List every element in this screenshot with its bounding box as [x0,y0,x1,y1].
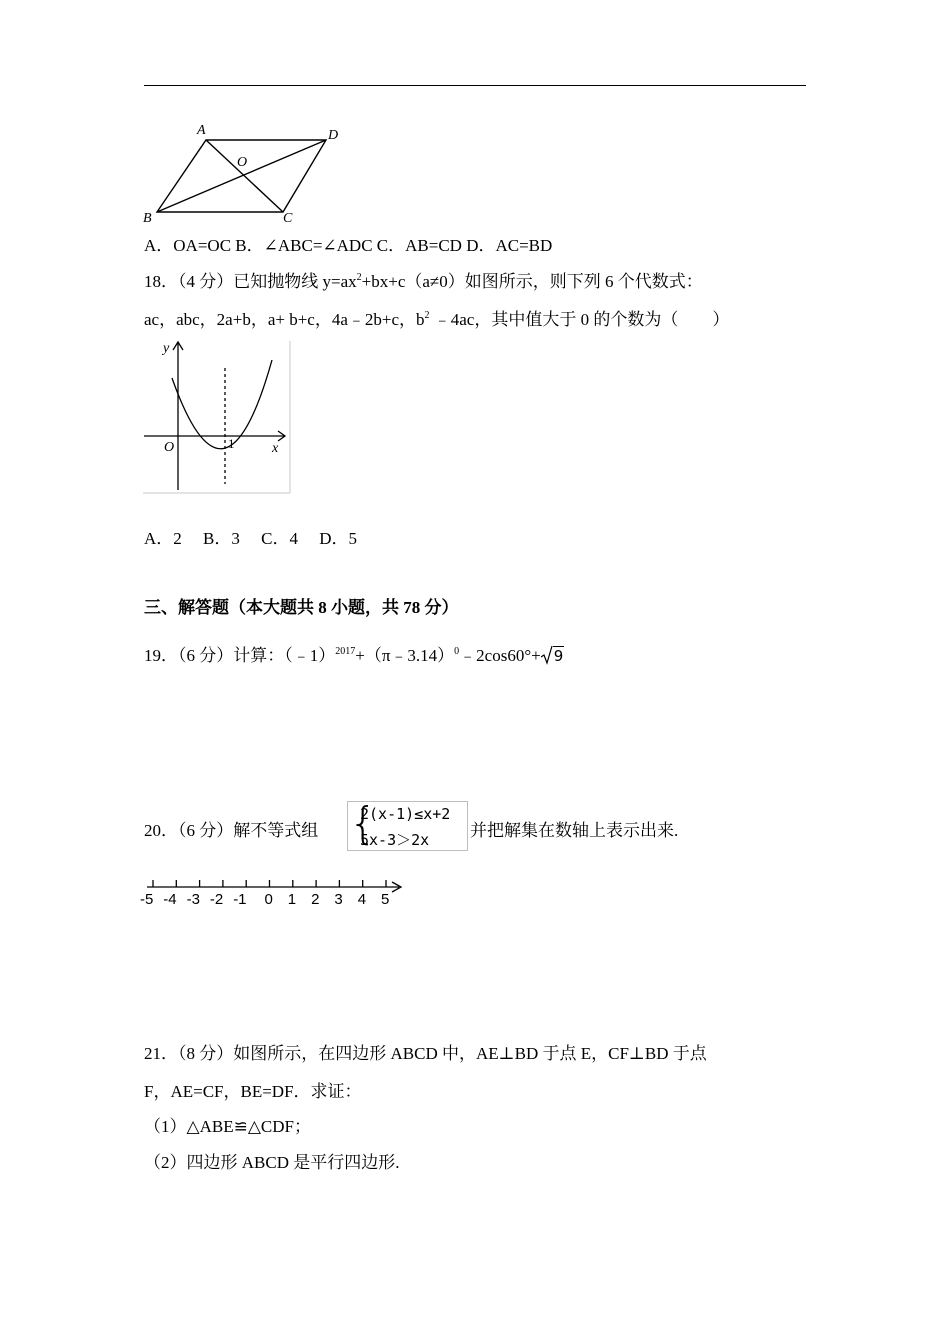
sqrt-expression [541,645,565,667]
inequality-1: 2(x-1)≤x+2 [360,805,451,823]
graph-label-origin: O [164,440,175,455]
diagonal-bd [157,140,326,212]
number-line-label: -3 [186,891,200,908]
q18-options: A．2 B．3 C．4 D．5 [144,529,357,548]
number-line-label: -4 [163,891,177,908]
q18-line1-sup: 2 [356,272,362,283]
number-line-label: 0 [264,891,273,908]
q19-text-c: ﹣2cos60°+ [459,646,541,665]
label-a: A [197,123,206,138]
q18-line2 [144,309,729,331]
parallelogram-figure [140,122,350,226]
graph-label-one: 1 [228,436,235,451]
label-o: O [237,155,248,170]
q18-line1 [144,271,703,293]
q18-line2-b: ﹣4ac，其中值大于 0 的个数为（ ） [429,310,730,329]
label-c: C [283,211,293,226]
number-line-label: 5 [381,891,390,908]
label-b: B [143,211,152,226]
q19-text-b: +（π﹣3.14） [355,646,455,665]
q19-line [144,645,564,667]
number-line-label: 1 [287,891,297,908]
q20-text-a: 20．（6 分）解不等式组 [144,821,319,840]
section3-heading: 三、解答题（本大题共 8 小题，共 78 分） [144,598,459,617]
label-d: D [328,128,339,143]
header-rule [144,85,806,86]
inequality-system [347,798,468,851]
number-line-label: 2 [311,891,320,908]
graph-label-x: x [272,441,279,456]
q18-line2-a: ac，abc，2a+b，a+ b+c，4a﹣2b+c，b [144,310,425,329]
q19-sup-b: 0 [454,646,460,657]
diagonal-ac [206,140,283,212]
q18-line2-sup: 2 [424,310,430,321]
number-line-label: 3 [334,891,343,908]
q19-text-a: 19．（6 分）计算：（﹣1） [144,646,336,665]
q20-text-b: 并把解集在数轴上表示出来. [470,821,679,840]
inequality-2: 5x-3＞2x [360,831,430,849]
brace-icon: { [349,798,377,849]
q21-line2: F，AE=CF，BE=DF．求证： [144,1082,362,1101]
number-line-label: -5 [140,891,154,908]
number-line-label: -1 [233,891,247,908]
number-line-label: 4 [357,891,367,908]
q17-options: A．OA=OC B．∠ABC=∠ADC C．AB=CD D．AC=BD [144,236,553,255]
number-line [144,876,406,894]
q21-part2: （2）四边形 ABCD 是平行四边形. [144,1153,400,1172]
graph-label-y: y [163,341,170,356]
parabola-graph [142,338,292,496]
q18-line1-a: 18．（4 分）已知抛物线 y=ax [144,272,357,291]
q21-line1: 21．（8 分）如图所示，在四边形 ABCD 中，AE⊥BD 于点 E，CF⊥BD 于点 [144,1044,707,1063]
q18-line1-b: +bx+c（a≠0）如图所示，则下列 6 个代数式： [361,272,703,291]
sqrt-radicand: 9 [553,647,564,665]
q21-part1: （1）△ABE≌△CDF； [144,1117,311,1136]
q19-sup-a: 2017 [335,646,356,657]
number-line-label: -2 [209,891,224,908]
sqrt-icon [541,645,553,665]
